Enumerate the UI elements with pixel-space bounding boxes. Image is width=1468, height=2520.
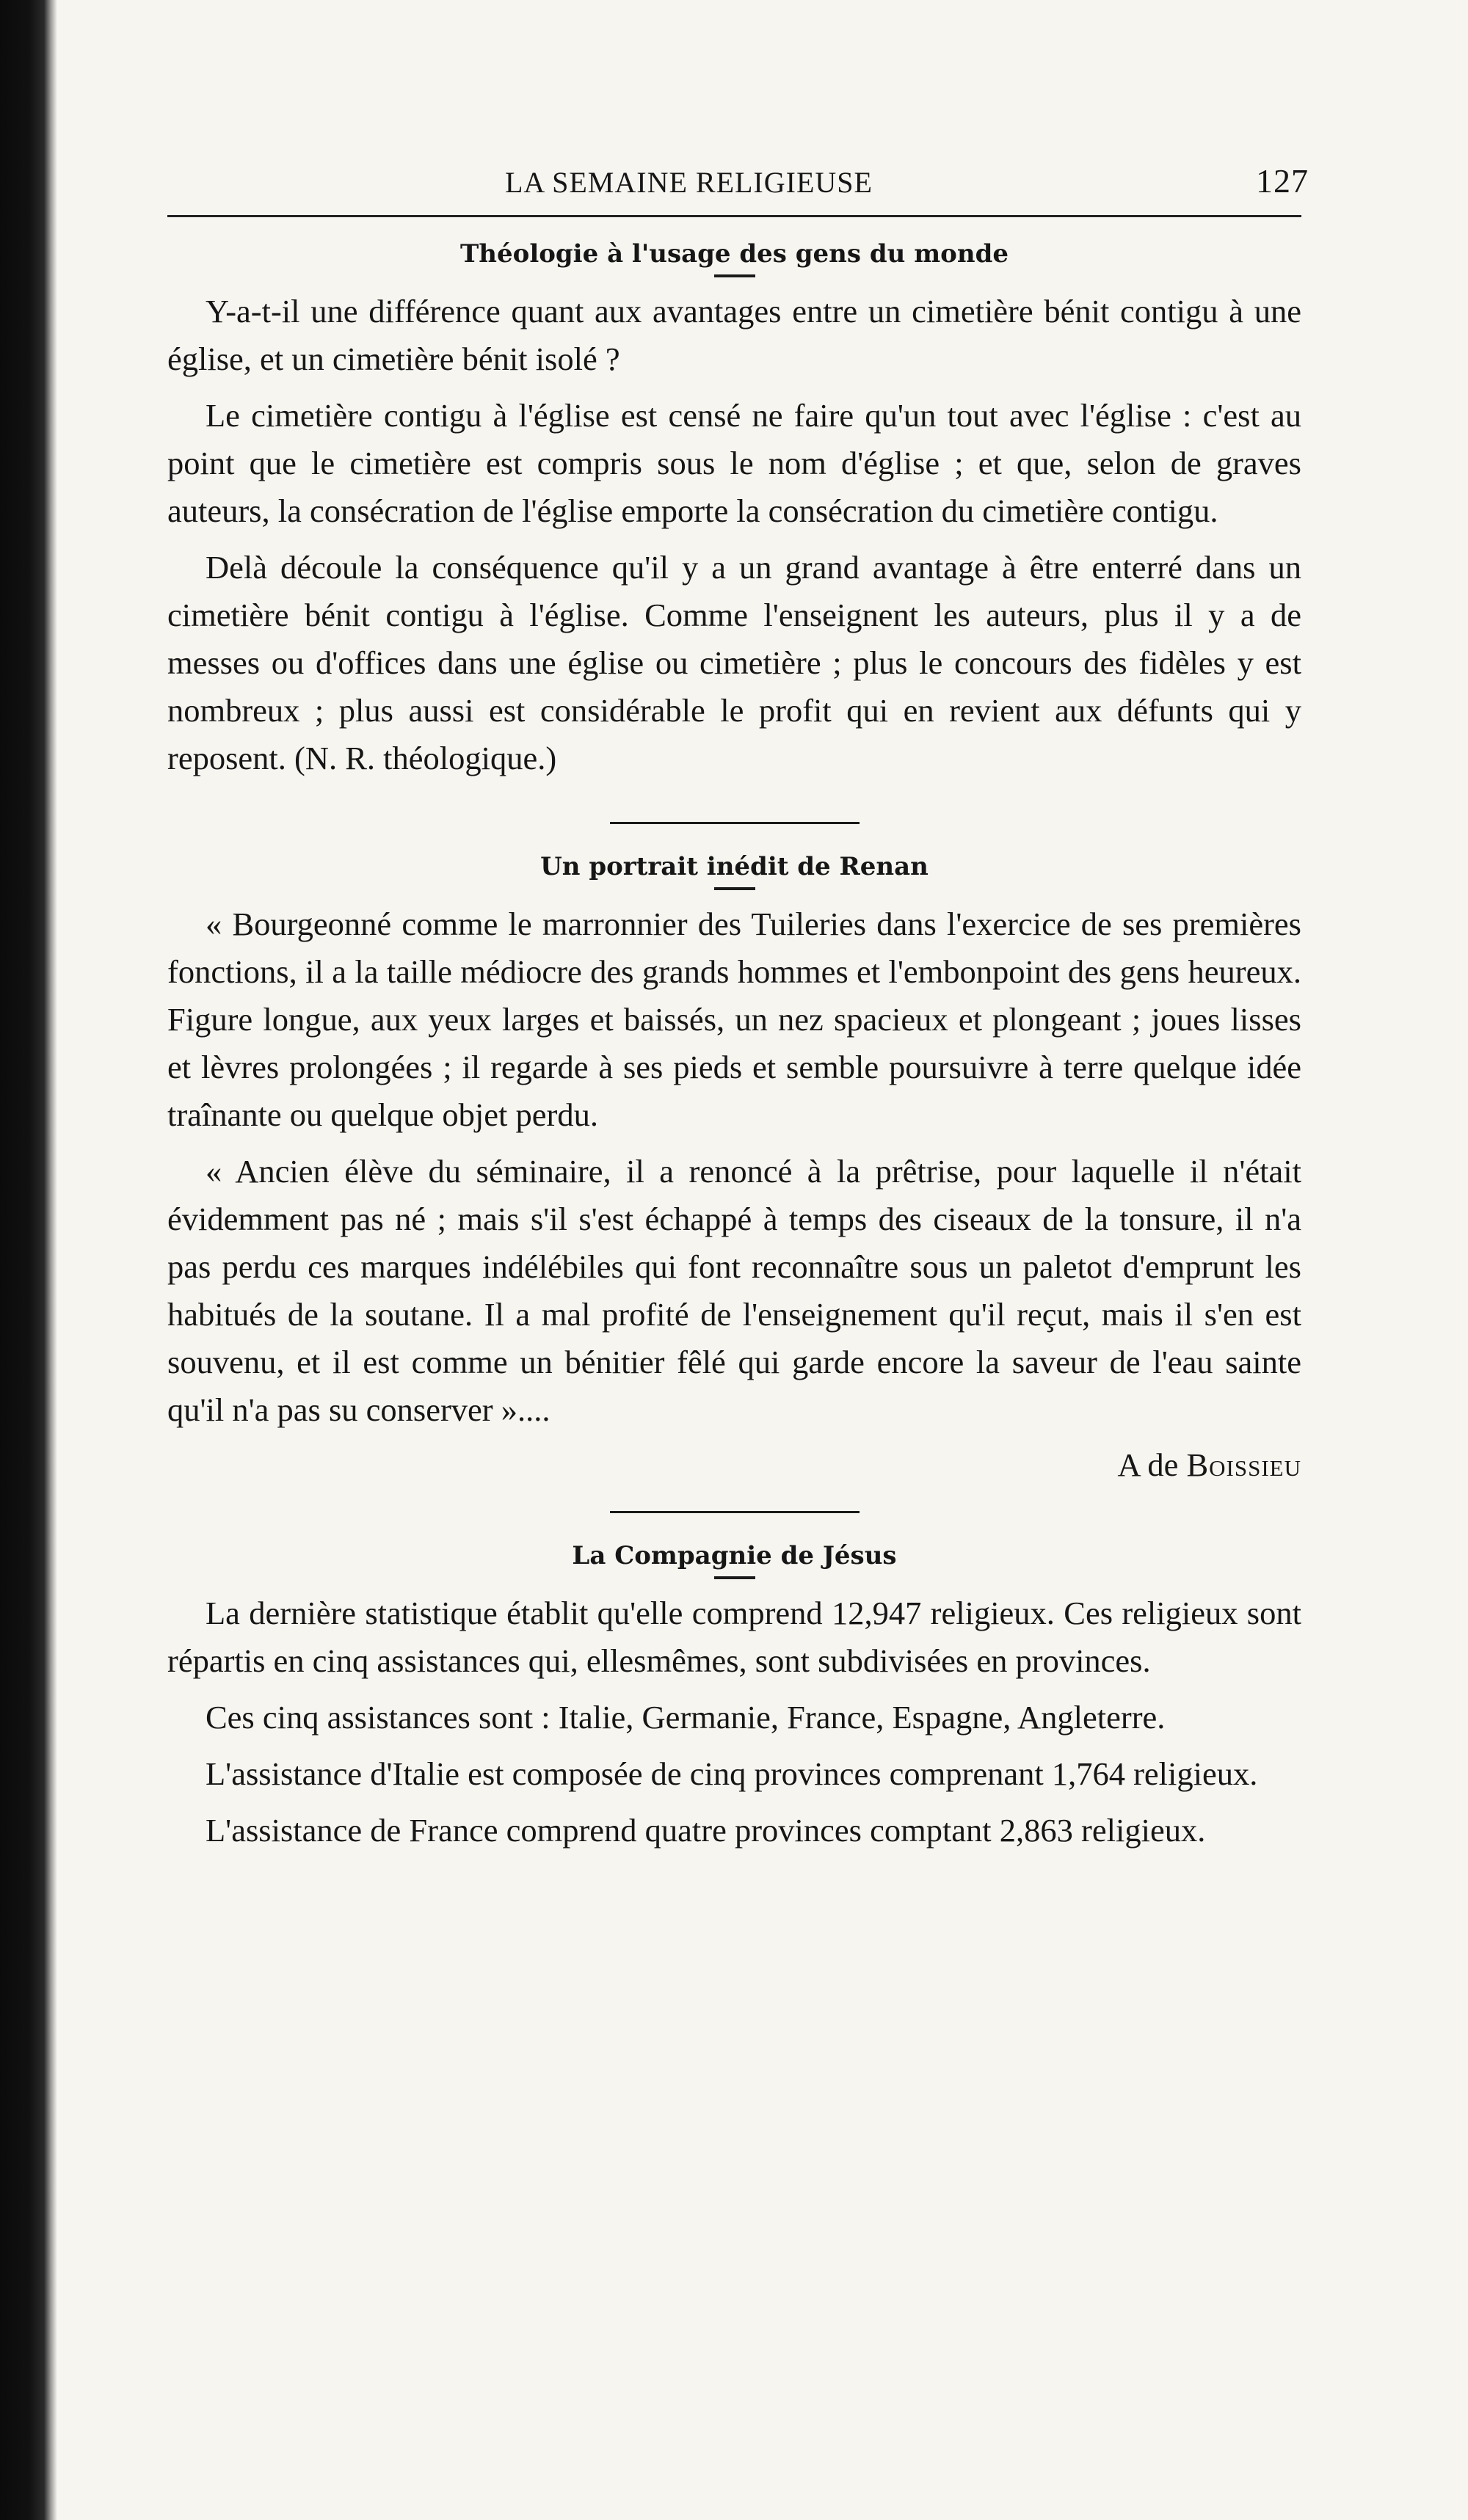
paragraph: Le cimetière contigu à l'église est censé ne faire qu'un tout avec l'église : c'est au point que le cimetière est compris sous le nom d'église ; et que, selon de graves auteurs, la consécration de l'église emporte la consécration du cimetière contigu. <box>167 397 1301 529</box>
signature-name: Boissieu <box>1186 1446 1301 1483</box>
section-renan <box>167 852 1301 1489</box>
paragraph: La dernière statistique établit qu'elle comprend 12,947 religieux. Ces religieux sont répartis en cinq assistances qui, ellesmêmes, sont subdivisées en provinces. <box>167 1595 1301 1679</box>
paragraph: Delà découle la conséquence qu'il y a un grand avantage à être enterré dans un cimetière bénit contigu à l'église. Comme l'enseignent les auteurs, plus il y a de messes ou d'offices dans une église ou cimetière ; plus le concours des fidèles y est nombreux ; plus aussi est considérable le profit qui en revient aux défunts qui y reposent. (N. R. théologique.) <box>167 549 1301 776</box>
signature <box>167 1441 1301 1489</box>
title-dash <box>714 1576 755 1579</box>
paragraph: L'assistance d'Italie est composée de cinq provinces comprenant 1,764 religieux. <box>206 1755 1258 1792</box>
section-separator <box>610 1511 860 1513</box>
section-separator <box>610 822 860 824</box>
header-rule <box>167 215 1301 217</box>
section-jesuites <box>167 1541 1301 1854</box>
paragraph: « Ancien élève du séminaire, il a renoncé à la prêtrise, pour laquelle il n'était évidemment pas né ; mais s'il s'est échappé à temps des ciseaux de la tonsure, il n'a pas perdu ces marques indélébiles qui font reconnaître sous un paletot d'emprunt les habitués de la soutane. Il a mal profité de l'enseignement qu'il reçut, mais il s'en est souvenu, et il est comme un bénitier fêlé qui garde encore la saveur de l'eau sainte qu'il n'a pas su conserver ».... <box>167 1153 1301 1428</box>
section-title: La Compagnie de Jésus <box>572 1541 897 1570</box>
running-title: LA SEMAINE RELIGIEUSE <box>505 166 873 199</box>
section-theologie <box>167 239 1301 782</box>
book-binding-edge <box>0 0 57 2520</box>
section-title: Théologie à l'usage des gens du monde <box>459 239 1009 269</box>
paragraph: Ces cinq assistances sont : Italie, Germanie, France, Espagne, Angleterre. <box>206 1699 1166 1736</box>
paragraph: « Bourgeonné comme le marronnier des Tuileries dans l'exercice de ses premières fonctions, il a la taille médiocre des grands hommes et l'embonpoint des gens heureux. Figure longue, aux yeux larges et baissés, un nez spacieux et plongeant ; joues lisses et lèvres prolongées ; il regarde à ses pieds et semble poursuivre à terre quelque idée traînante ou quelque objet perdu. <box>167 906 1301 1133</box>
section-title: Un portrait inédit de Renan <box>540 852 929 881</box>
title-dash <box>714 274 755 277</box>
page-number: 127 <box>1256 162 1309 200</box>
paragraph: Y-a-t-il une différence quant aux avantages entre un cimetière bénit contigu à une église, et un cimetière bénit isolé ? <box>167 293 1301 377</box>
page-content <box>167 158 1309 1854</box>
paragraph: L'assistance de France comprend quatre provinces comptant 2,863 religieux. <box>206 1812 1206 1849</box>
signature-prefix: A de <box>1117 1446 1187 1483</box>
running-header <box>167 158 1309 202</box>
title-dash <box>714 887 755 890</box>
